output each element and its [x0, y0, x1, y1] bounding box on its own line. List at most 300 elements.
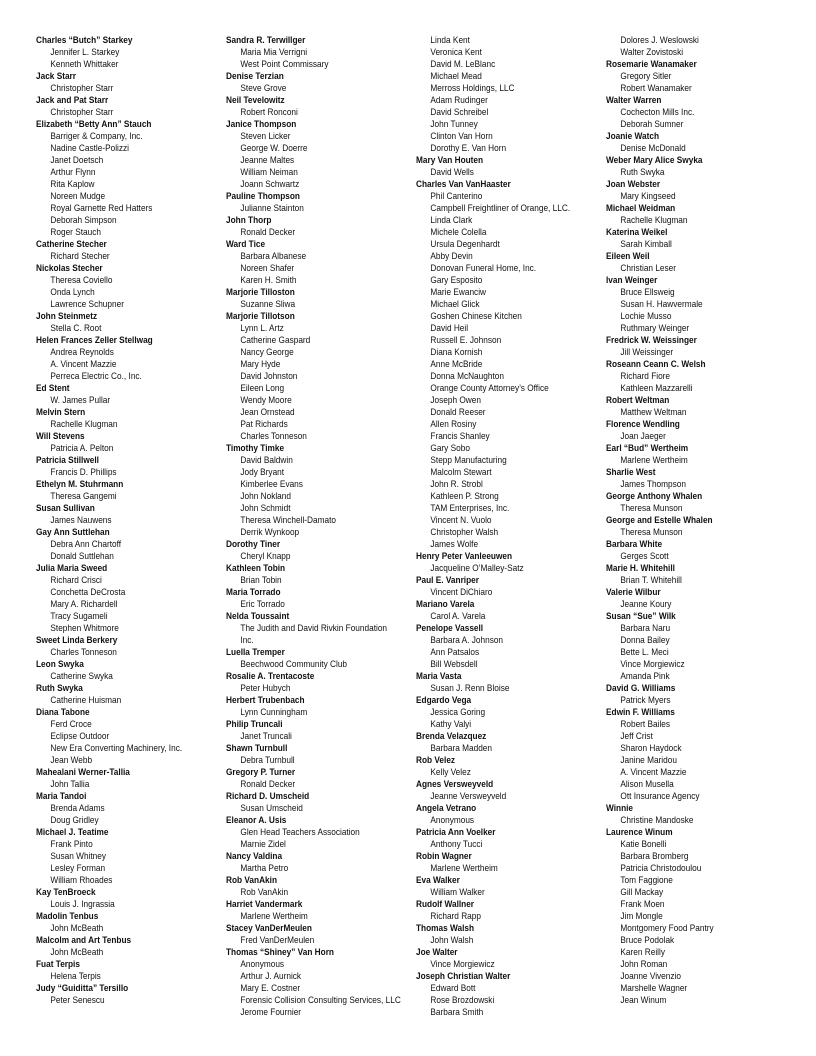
honoree-name: Patricia Ann Voelker — [416, 827, 496, 837]
donor-name: Christopher Starr — [50, 107, 114, 117]
honoree-name: Maria Torrado — [226, 587, 281, 597]
donor-name: Eric Torrado — [240, 599, 285, 609]
donor-name: Kelly Velez — [430, 767, 471, 777]
donor-name: James Thompson — [620, 479, 686, 489]
honoree-name: John Thorp — [226, 215, 272, 225]
donor-name: Tracy Sugameli — [50, 611, 108, 621]
donor-name: Glen Head Teachers Association — [240, 827, 360, 837]
donor-name: Catherine Huisman — [50, 695, 122, 705]
donor-name: Onda Lynch — [50, 287, 95, 297]
honoree-name: Katerina Weikel — [606, 227, 668, 237]
donor-name: Stephen Whitmore — [50, 623, 119, 633]
honoree-name: Timothy Timke — [226, 443, 285, 453]
donor-name: David Schreibel — [430, 107, 489, 117]
donor-name: Debra Turnbull — [240, 755, 295, 765]
honoree-name: Helen Frances Zeller Stellwag — [36, 335, 153, 345]
donor-name: Veronica Kent — [430, 47, 482, 57]
donor-name: Jeanne Maltes — [240, 155, 295, 165]
donor-name: John Nokland — [240, 491, 291, 501]
honoree-name: Thomas “Shiney” Van Horn — [226, 947, 334, 957]
donor-name: Phil Canterino — [430, 191, 483, 201]
donor-name: John Walsh — [430, 935, 474, 945]
donor-name: Francis D. Phillips — [50, 467, 117, 477]
honoree-name: Weber Mary Alice Swyka — [606, 155, 703, 165]
honoree-name: Nelda Toussaint — [226, 611, 290, 621]
donor-name: Arthur Flynn — [50, 167, 96, 177]
donor-name: Karen Reilly — [620, 947, 665, 957]
honoree-name: Dorothy Tiner — [226, 539, 281, 549]
donor-name: William Rhoades — [50, 875, 113, 885]
donor-name: Rachelle Klugman — [50, 419, 118, 429]
donor-name: Linda Kent — [430, 35, 470, 45]
donor-name: Noreen Shafer — [240, 263, 295, 273]
honoree-name: Marjorie Tilloston — [226, 287, 295, 297]
donor-name: Joann Schwartz — [240, 179, 300, 189]
donor-name: Merross Holdings, LLC — [430, 83, 515, 93]
donor-name: Clinton Van Horn — [430, 131, 493, 141]
donor-name: Barbara Smith — [430, 1007, 484, 1017]
donor-name: Lynn Cunningham — [240, 707, 308, 717]
donor-name: Patrick Myers — [620, 695, 671, 705]
donor-name: Anonymous — [240, 959, 285, 969]
honoree-name: Marjorie Tillotson — [226, 311, 295, 321]
honoree-name: Elizabeth “Betty Ann” Stauch — [36, 119, 152, 129]
donor-name: Robert Wanamaker — [620, 83, 692, 93]
donor-name: Richard Crisci — [50, 575, 102, 585]
honoree-name: Laurence Winum — [606, 827, 673, 837]
honoree-name: Jack and Pat Starr — [36, 95, 109, 105]
donor-name: Barbara Naru — [620, 623, 671, 633]
listing-column-2 — [226, 34, 412, 1018]
donor-name: Bruce Ellsweig — [620, 287, 675, 297]
donor-name: John R. Strobl — [430, 479, 483, 489]
donor-name: Theresa Munson — [620, 527, 683, 537]
donor-name: David Heil — [430, 323, 469, 333]
donor-name: Sarah Kimball — [620, 239, 672, 249]
donor-name: Bruce Podolak — [620, 935, 675, 945]
donor-name: Ann Patsalos — [430, 647, 480, 657]
donor-name: Rachelle Klugman — [620, 215, 688, 225]
donor-name: Christian Leser — [620, 263, 677, 273]
honoree-name: Penelope Vassell — [416, 623, 484, 633]
honoree-name: Brenda Velazquez — [416, 731, 487, 741]
honoree-name: Janice Thompson — [226, 119, 297, 129]
honoree-name: Neil Tevelowitz — [226, 95, 285, 105]
donor-name: Janine Maridou — [620, 755, 677, 765]
honoree-name: Kay TenBroeck — [36, 887, 96, 897]
donor-name: Janet Doetsch — [50, 155, 104, 165]
donor-name: Royal Garnette Red Hatters — [50, 203, 153, 213]
honoree-name: Judy “Guiditta” Tersillo — [36, 983, 129, 993]
donor-name: Derrik Wynkoop — [240, 527, 300, 537]
honoree-name: Shawn Turnbull — [226, 743, 288, 753]
donor-name: Wendy Moore — [240, 395, 292, 405]
donor-name: Jean Ornstead — [240, 407, 295, 417]
donor-name: Susan J. Renn Bloise — [430, 683, 510, 693]
donor-name: Lesley Forman — [50, 863, 106, 873]
honoree-name: Paul E. Vanriper — [416, 575, 479, 585]
honoree-name: Valerie Wilbur — [606, 587, 661, 597]
donor-name: Steve Grove — [240, 83, 287, 93]
donor-name: Rita Kaplow — [50, 179, 95, 189]
donor-name: Ronald Decker — [240, 227, 296, 237]
donor-name: Linda Clark — [430, 215, 473, 225]
honoree-name: Marie H. Whitehill — [606, 563, 675, 573]
donor-name: Forensic Collision Consulting Services, LLC — [240, 995, 401, 1005]
donor-name: TAM Enterprises, Inc. — [430, 503, 510, 513]
honoree-name: Rob Velez — [416, 755, 456, 765]
donor-name: Barbara A. Johnson — [430, 635, 504, 645]
donor-name: Michael Mead — [430, 71, 482, 81]
honoree-name: Luella Tremper — [226, 647, 285, 657]
donor-name: Stella C. Root — [50, 323, 102, 333]
donor-name: Ronald Decker — [240, 779, 296, 789]
honoree-name: Roseann Ceann C. Welsh — [606, 359, 706, 369]
donor-name: Russell E. Johnson — [430, 335, 502, 345]
honoree-name: Will Stevens — [36, 431, 85, 441]
honoree-name: Walter Warren — [606, 95, 662, 105]
donor-name: Edward Bott — [430, 983, 476, 993]
donor-name: Roger Stauch — [50, 227, 101, 237]
donor-name: Barriger & Company, Inc. — [50, 131, 143, 141]
donor-name: Bette L. Meci — [620, 647, 669, 657]
donor-name: Jean Winum — [620, 995, 667, 1005]
donor-name: Ruth Swyka — [620, 167, 665, 177]
donor-name: Patricia A. Pelton — [50, 443, 114, 453]
donor-name: Anonymous — [430, 815, 475, 825]
donor-name: John McBeath — [50, 923, 104, 933]
honoree-name: Eva Walker — [416, 875, 460, 885]
listing-column-4 — [606, 34, 806, 1006]
donor-name: William Neiman — [240, 167, 298, 177]
donor-name: Diana Kornish — [430, 347, 483, 357]
donor-name: Noreen Mudge — [50, 191, 106, 201]
honoree-name: Robin Wagner — [416, 851, 472, 861]
donor-name: Susan Umscheid — [240, 803, 303, 813]
honoree-name: Leon Swyka — [36, 659, 84, 669]
donor-name: A. Vincent Mazzie — [50, 359, 117, 369]
donor-name: Christine Mandoske — [620, 815, 694, 825]
donor-name: Alison Musella — [620, 779, 674, 789]
donor-name: Malcolm Stewart — [430, 467, 492, 477]
honoree-name: Malcolm and Art Tenbus — [36, 935, 132, 945]
donor-name: Gary Sobo — [430, 443, 470, 453]
honoree-name: Susan “Sue” Wilk — [606, 611, 676, 621]
donor-name: Susan Whitney — [50, 851, 107, 861]
honoree-name: Pauline Thompson — [226, 191, 300, 201]
listing-column-3 — [416, 34, 602, 1018]
donor-name: Brenda Adams — [50, 803, 105, 813]
donor-name: Amanda Pink — [620, 671, 670, 681]
donor-name: Orange County Attorney’s Office — [430, 383, 549, 393]
donor-name: Donna Bailey — [620, 635, 670, 645]
donor-name: Kathleen Mazzarelli — [620, 383, 693, 393]
donor-name: Inc. — [240, 635, 254, 645]
donor-name: Cochecton Mills Inc. — [620, 107, 695, 117]
donor-name: Eclipse Outdoor — [50, 731, 110, 741]
donor-name: Montgomery Food Pantry — [620, 923, 714, 933]
donor-name: Kenneth Whittaker — [50, 59, 119, 69]
donor-name: Jean Webb — [50, 755, 93, 765]
honoree-name: Patricia Stillwell — [36, 455, 99, 465]
donor-name: Catherine Swyka — [50, 671, 113, 681]
honoree-name: Thomas Walsh — [416, 923, 475, 933]
donor-name: Ferd Croce — [50, 719, 92, 729]
donor-name: Marshelle Wagner — [620, 983, 688, 993]
honoree-name: Joan Webster — [606, 179, 661, 189]
donor-name: Mary Hyde — [240, 359, 281, 369]
donor-name: Francis Shanley — [430, 431, 490, 441]
donor-name: David Johnston — [240, 371, 298, 381]
donor-name: Matthew Weltman — [620, 407, 687, 417]
donor-name: Janet Truncali — [240, 731, 292, 741]
donor-name: Campbell Freightliner of Orange, LLC. — [430, 203, 571, 213]
donor-name: Dolores J. Weslowski — [620, 35, 699, 45]
honoree-name: Maria Vasta — [416, 671, 462, 681]
donor-name: Lynn L. Artz — [240, 323, 284, 333]
honoree-name: Mary Van Houten — [416, 155, 484, 165]
donor-name: Catherine Gaspard — [240, 335, 311, 345]
honoree-name: Melvin Stern — [36, 407, 86, 417]
donor-name: Joseph Owen — [430, 395, 481, 405]
donor-name: Ott Insurance Agency — [620, 791, 700, 801]
donor-name: Jacqueline O’Malley-Satz — [430, 563, 524, 573]
honoree-name: Rob VanAkin — [226, 875, 278, 885]
honoree-name: John Steinmetz — [36, 311, 98, 321]
honoree-name: Sharlie West — [606, 467, 656, 477]
donor-name: Sharon Haydock — [620, 743, 682, 753]
honoree-name: Earl “Bud” Wertheim — [606, 443, 689, 453]
donor-name: Suzanne Sliwa — [240, 299, 296, 309]
donor-name: Steven Licker — [240, 131, 291, 141]
donor-name: Barbara Bromberg — [620, 851, 689, 861]
donor-name: Nadine Castle-Polizzi — [50, 143, 129, 153]
honoree-name: Barbara White — [606, 539, 663, 549]
donor-name: Marlene Wertheim — [240, 911, 308, 921]
donor-name: Charles Tonneson — [240, 431, 307, 441]
donor-name: Peter Senescu — [50, 995, 105, 1005]
donor-name: Jessica Goring — [430, 707, 486, 717]
honoree-name: Ivan Weinger — [606, 275, 658, 285]
donor-name: Robert Bailes — [620, 719, 671, 729]
donor-name: Goshen Chinese Kitchen — [430, 311, 522, 321]
donor-name: Vincent DiChiaro — [430, 587, 493, 597]
donor-name: Jennifer L. Starkey — [50, 47, 120, 57]
honoree-name: Rosemarie Wanamaker — [606, 59, 697, 69]
honoree-name: Kathleen Tobin — [226, 563, 286, 573]
honoree-name: Susan Sullivan — [36, 503, 95, 513]
donor-name: Christopher Starr — [50, 83, 114, 93]
donor-name: Joanne Vivenzio — [620, 971, 681, 981]
donor-name: Ruthmary Weinger — [620, 323, 690, 333]
donor-name: Walter Zovistoski — [620, 47, 684, 57]
donor-name: Michele Colella — [430, 227, 487, 237]
donor-name: Richard Fiore — [620, 371, 671, 381]
donor-name: David M. LeBlanc — [430, 59, 496, 69]
donor-name: Dorothy E. Van Horn — [430, 143, 507, 153]
donor-name: W. James Pullar — [50, 395, 111, 405]
donor-name: William Walker — [430, 887, 485, 897]
honoree-name: Nancy Valdina — [226, 851, 283, 861]
donor-name: Richard Stecher — [50, 251, 110, 261]
donor-name: David Wells — [430, 167, 474, 177]
listing-column-1 — [36, 34, 222, 1006]
honoree-name: Herbert Trubenbach — [226, 695, 305, 705]
donor-name: Abby Devin — [430, 251, 473, 261]
donor-name: Theresa Coviello — [50, 275, 113, 285]
donor-name: Richard Rapp — [430, 911, 481, 921]
donor-name: Jeanne Versweyveld — [430, 791, 507, 801]
donor-name: Julianne Stainton — [240, 203, 304, 213]
honoree-name: Henry Peter Vanleeuwen — [416, 551, 513, 561]
honoree-name: Jack Starr — [36, 71, 77, 81]
honoree-name: Rosalie A. Trentacoste — [226, 671, 315, 681]
honoree-name: Sandra R. Terwillger — [226, 35, 306, 45]
donor-name: Jody Bryant — [240, 467, 285, 477]
honoree-name: Catherine Stecher — [36, 239, 107, 249]
donor-name: Bill Websdell — [430, 659, 478, 669]
honoree-name: Madolin Tenbus — [36, 911, 99, 921]
honoree-name: Ward Tice — [226, 239, 266, 249]
honoree-name: Nickolas Stecher — [36, 263, 103, 273]
donor-name: Marlene Wertheim — [620, 455, 688, 465]
donor-name: Gerges Scott — [620, 551, 669, 561]
donor-name: Doug Gridley — [50, 815, 99, 825]
donor-name: Gregory Sitler — [620, 71, 672, 81]
donor-name: Kathy Valyi — [430, 719, 472, 729]
honoree-name: Eileen Weil — [606, 251, 650, 261]
donor-name: Donald Reeser — [430, 407, 486, 417]
honoree-name: David G. Williams — [606, 683, 676, 693]
donor-name: Louis J. Ingrassia — [50, 899, 115, 909]
honoree-name: Michael J. Teatime — [36, 827, 109, 837]
honoree-name: Philip Truncali — [226, 719, 283, 729]
donor-name: Marlene Wertheim — [430, 863, 498, 873]
donor-name: John Roman — [620, 959, 668, 969]
donor-name: Brian Tobin — [240, 575, 282, 585]
donor-name: Joan Jaeger — [620, 431, 666, 441]
donor-name: Nancy George — [240, 347, 294, 357]
honoree-name: Edgardo Vega — [416, 695, 472, 705]
donor-name: Lochie Musso — [620, 311, 672, 321]
honoree-name: Sweet Linda Berkery — [36, 635, 118, 645]
donor-name: Barbara Albanese — [240, 251, 307, 261]
donor-name: Jeff Crist — [620, 731, 653, 741]
honoree-name: Maria Tandoi — [36, 791, 87, 801]
donor-name: Jim Mongle — [620, 911, 663, 921]
honoree-name: Fuat Terpis — [36, 959, 80, 969]
donor-name: Jill Weissinger — [620, 347, 674, 357]
donor-name: Donovan Funeral Home, Inc. — [430, 263, 537, 273]
donor-name: Charles Tonneson — [50, 647, 117, 657]
donor-name: Mary A. Richardell — [50, 599, 118, 609]
donor-name: Katie Bonelli — [620, 839, 667, 849]
donor-name: Mary E. Costner — [240, 983, 301, 993]
donor-name: James Nauwens — [50, 515, 112, 525]
honoree-name: George Anthony Whalen — [606, 491, 703, 501]
donor-name: John Tunney — [430, 119, 478, 129]
donor-name: Tom Faggione — [620, 875, 673, 885]
donor-name: David Baldwin — [240, 455, 293, 465]
donor-name: Cheryl Knapp — [240, 551, 291, 561]
honoree-name: Mahealani Werner-Tallia — [36, 767, 130, 777]
donor-name: Marnie Zidel — [240, 839, 286, 849]
honoree-name: Joseph Christian Walter — [416, 971, 511, 981]
donor-name: Theresa Gangemi — [50, 491, 117, 501]
honoree-name: Richard D. Umscheid — [226, 791, 310, 801]
donor-name: Barbara Madden — [430, 743, 493, 753]
donor-name: Mary Kingseed — [620, 191, 676, 201]
honoree-name: Joe Walter — [416, 947, 458, 957]
donor-name: Andrea Reynolds — [50, 347, 114, 357]
honoree-name: Fredrick W. Weissinger — [606, 335, 697, 345]
donor-name: Deborah Simpson — [50, 215, 117, 225]
donor-name: Vince Morgiewicz — [620, 659, 685, 669]
honoree-name: Angela Vetrano — [416, 803, 477, 813]
donor-name: Lawrence Schupner — [50, 299, 124, 309]
donor-name: Maria Mia Verrigni — [240, 47, 308, 57]
honoree-name: George and Estelle Whalen — [606, 515, 713, 525]
donor-name: Brian T. Whitehill — [620, 575, 682, 585]
donor-name: The Judith and David Rivkin Foundation — [240, 623, 388, 633]
donor-name: Kimberlee Evans — [240, 479, 303, 489]
donor-name: Rose Brozdowski — [430, 995, 495, 1005]
donor-name: Anthony Tucci — [430, 839, 483, 849]
donor-name: Gill Mackay — [620, 887, 664, 897]
honoree-name: Mariano Varela — [416, 599, 475, 609]
donor-name: Ursula Degenhardt — [430, 239, 500, 249]
honoree-name: Diana Tabone — [36, 707, 90, 717]
honoree-name: Charles “Butch” Starkey — [36, 35, 133, 45]
honoree-name: Florence Wendling — [606, 419, 680, 429]
honoree-name: Harriet Vandermark — [226, 899, 303, 909]
donor-name: Christopher Walsh — [430, 527, 499, 537]
honoree-name: Julia Maria Sweed — [36, 563, 108, 573]
donor-name: Theresa Winchell-Damato — [240, 515, 336, 525]
honoree-name: Ethelyn M. Stuhrmann — [36, 479, 124, 489]
donor-name: Rob VanAkin — [240, 887, 289, 897]
donor-name: Jerome Fournier — [240, 1007, 302, 1017]
donor-name: Helena Terpis — [50, 971, 101, 981]
donor-name: Allen Rosiny — [430, 419, 477, 429]
donor-name: Stepp Manufacturing — [430, 455, 507, 465]
donor-name: Debra Ann Chartoff — [50, 539, 122, 549]
donor-name: Robert Ronconi — [240, 107, 298, 117]
donor-name: Deborah Sumner — [620, 119, 684, 129]
donor-name: Gary Esposito — [430, 275, 483, 285]
donor-name: Donald Suttlehan — [50, 551, 114, 561]
honoree-name: Michael Weidman — [606, 203, 676, 213]
donor-name: Carol A. Varela — [430, 611, 486, 621]
donor-name: George W. Doerre — [240, 143, 308, 153]
honoree-name: Ruth Swyka — [36, 683, 83, 693]
honoree-name: Winnie — [606, 803, 634, 813]
donor-name: New Era Converting Machinery, Inc. — [50, 743, 183, 753]
donor-name: Martha Petro — [240, 863, 289, 873]
donor-name: Anne McBride — [430, 359, 483, 369]
donor-name: Eileen Long — [240, 383, 285, 393]
donor-name: James Wolfe — [430, 539, 479, 549]
donor-name: Arthur J. Aurnick — [240, 971, 302, 981]
donor-name: Adam Rudinger — [430, 95, 488, 105]
donor-name: Vince Morgiewicz — [430, 959, 495, 969]
honoree-name: Gregory P. Turner — [226, 767, 296, 777]
donor-name: Vincent N. Vuolo — [430, 515, 492, 525]
donor-name: A. Vincent Mazzie — [620, 767, 687, 777]
donor-name: Marie Ewanciw — [430, 287, 487, 297]
honoree-name: Agnes Versweyveld — [416, 779, 494, 789]
honoree-name: Denise Terzian — [226, 71, 284, 81]
